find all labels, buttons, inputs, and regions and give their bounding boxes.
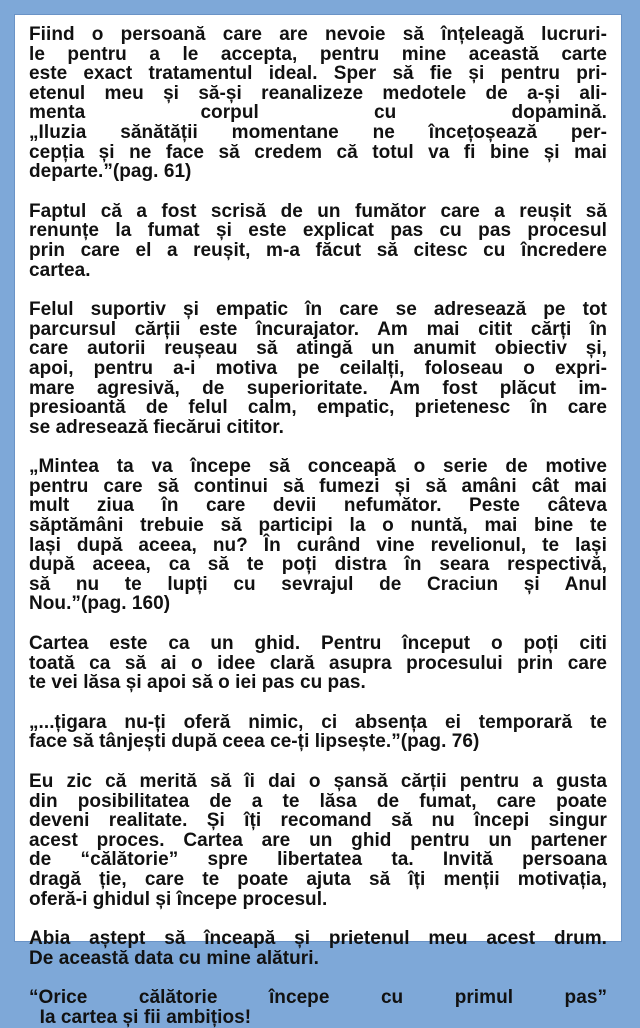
text-line: menta corpul cu dopamină. <box>29 102 607 124</box>
text-line: mult ziua în care devii nefumător. Peste câteva <box>29 495 607 517</box>
paragraph <box>29 300 607 437</box>
text-line: „Iluzia sănătății momentane ne încețoșează per- <box>29 121 607 143</box>
paragraph <box>29 457 607 614</box>
text-line: este exact tratamentul ideal. Sper să fie și pentru pri- <box>29 63 607 85</box>
text-line: “Orice călătorie începe cu primul pas” <box>29 987 607 1009</box>
paragraph <box>29 929 607 968</box>
text-line: deveni realitate. Și îți recomand să nu începi singur <box>29 810 607 832</box>
text-line: săptămâni trebuie să participi la o nuntă, mai bine te <box>29 515 607 537</box>
text-line: face să tânjești după ceea ce-ți lipsește.”(pag. 76) <box>29 731 480 753</box>
text-line: Abia aștept să înceapă și prietenul meu acest drum. <box>29 928 607 950</box>
text-line: să nu te lupți cu sevrajul de Craciun și Anul <box>29 573 607 595</box>
text-line: de “călătorie” spre libertatea ta. Invită persoana <box>29 849 607 871</box>
text-line: lași după aceea, nu? În curând vine revelionul, te lași <box>29 534 607 556</box>
text-line: „...țigara nu-ți oferă nimic, ci absența ei temporară te <box>29 711 607 733</box>
text-line: cartea. <box>29 259 91 281</box>
text-line: Ia cartea și fii ambițios! <box>29 1006 252 1028</box>
paragraph <box>29 772 607 909</box>
text-line: renunțe la fumat și este explicat pas cu pas procesul <box>29 220 607 242</box>
text-line: De această data cu mine alături. <box>29 947 319 969</box>
text-line: mare agresivă, de superioritate. Am fost plăcut im- <box>29 377 607 399</box>
text-line: presioantă de felul calm, empatic, prietenesc în care <box>29 397 607 419</box>
text-line: se adresează fiecărui cititor. <box>29 416 284 438</box>
text-line: „Mintea ta va începe să conceapă o serie de motive <box>29 456 607 478</box>
text-card <box>14 14 622 1028</box>
text-line: Felul suportiv și empatic în care se adresează pe tot <box>29 299 607 321</box>
text-line: le pentru a le accepta, pentru mine această carte <box>29 43 607 65</box>
text-line: departe.”(pag. 61) <box>29 161 192 183</box>
text-line: Faptul că a fost scrisă de un fumător care a reușit să <box>29 200 607 222</box>
text-line: Eu zic că merită să îi dai o șansă cărții pentru a gusta <box>29 771 607 792</box>
paragraph <box>29 634 607 693</box>
paragraph <box>29 25 607 182</box>
text-line: etenul meu și să-și reanalizeze medotele de a-și ali- <box>29 82 607 104</box>
text-line: Cartea este ca un ghid. Pentru început o poți citi <box>29 633 607 655</box>
paragraph <box>29 988 607 1027</box>
text-line: cepția și ne face să credem că totul va fi bine și mai <box>29 141 607 163</box>
text-line: prin care el a reușit, m-a făcut să citesc cu încredere <box>29 239 607 261</box>
text-line: care autorii reușeau să atingă un anumit obiectiv și, <box>29 338 607 360</box>
text-line: parcursul cărții este încurajator. Am mai citit cărți în <box>29 318 607 340</box>
text-line: din posibilitatea de a te lăsa de fumat, care poate <box>29 790 607 812</box>
text-line: acest proces. Cartea are un ghid pentru un partener <box>29 829 607 851</box>
text-line: Nou.”(pag. 160) <box>29 593 171 615</box>
paragraph <box>29 713 607 752</box>
text-line: toată ca să ai o idee clară asupra procesului prin care <box>29 652 607 674</box>
text-line: dragă ție, care te poate ajuta să îți menții motivația, <box>29 868 607 890</box>
text-line: după aceea, ca să te poți distra în seara respectivă, <box>29 554 607 576</box>
article-body <box>29 25 607 1028</box>
text-line: apoi, pentru a-i motiva pe ceilalți, foloseau o expri- <box>29 357 607 379</box>
text-line: Fiind o persoană care are nevoie să înțeleagă lucruri- <box>29 24 607 45</box>
text-line: pentru care să continui să fumezi și să amâni cât mai <box>29 475 607 497</box>
paragraph <box>29 202 607 280</box>
text-line: oferă-i ghidul și începe procesul. <box>29 888 328 910</box>
text-line: te vei lăsa și apoi să o iei pas cu pas. <box>29 672 366 694</box>
